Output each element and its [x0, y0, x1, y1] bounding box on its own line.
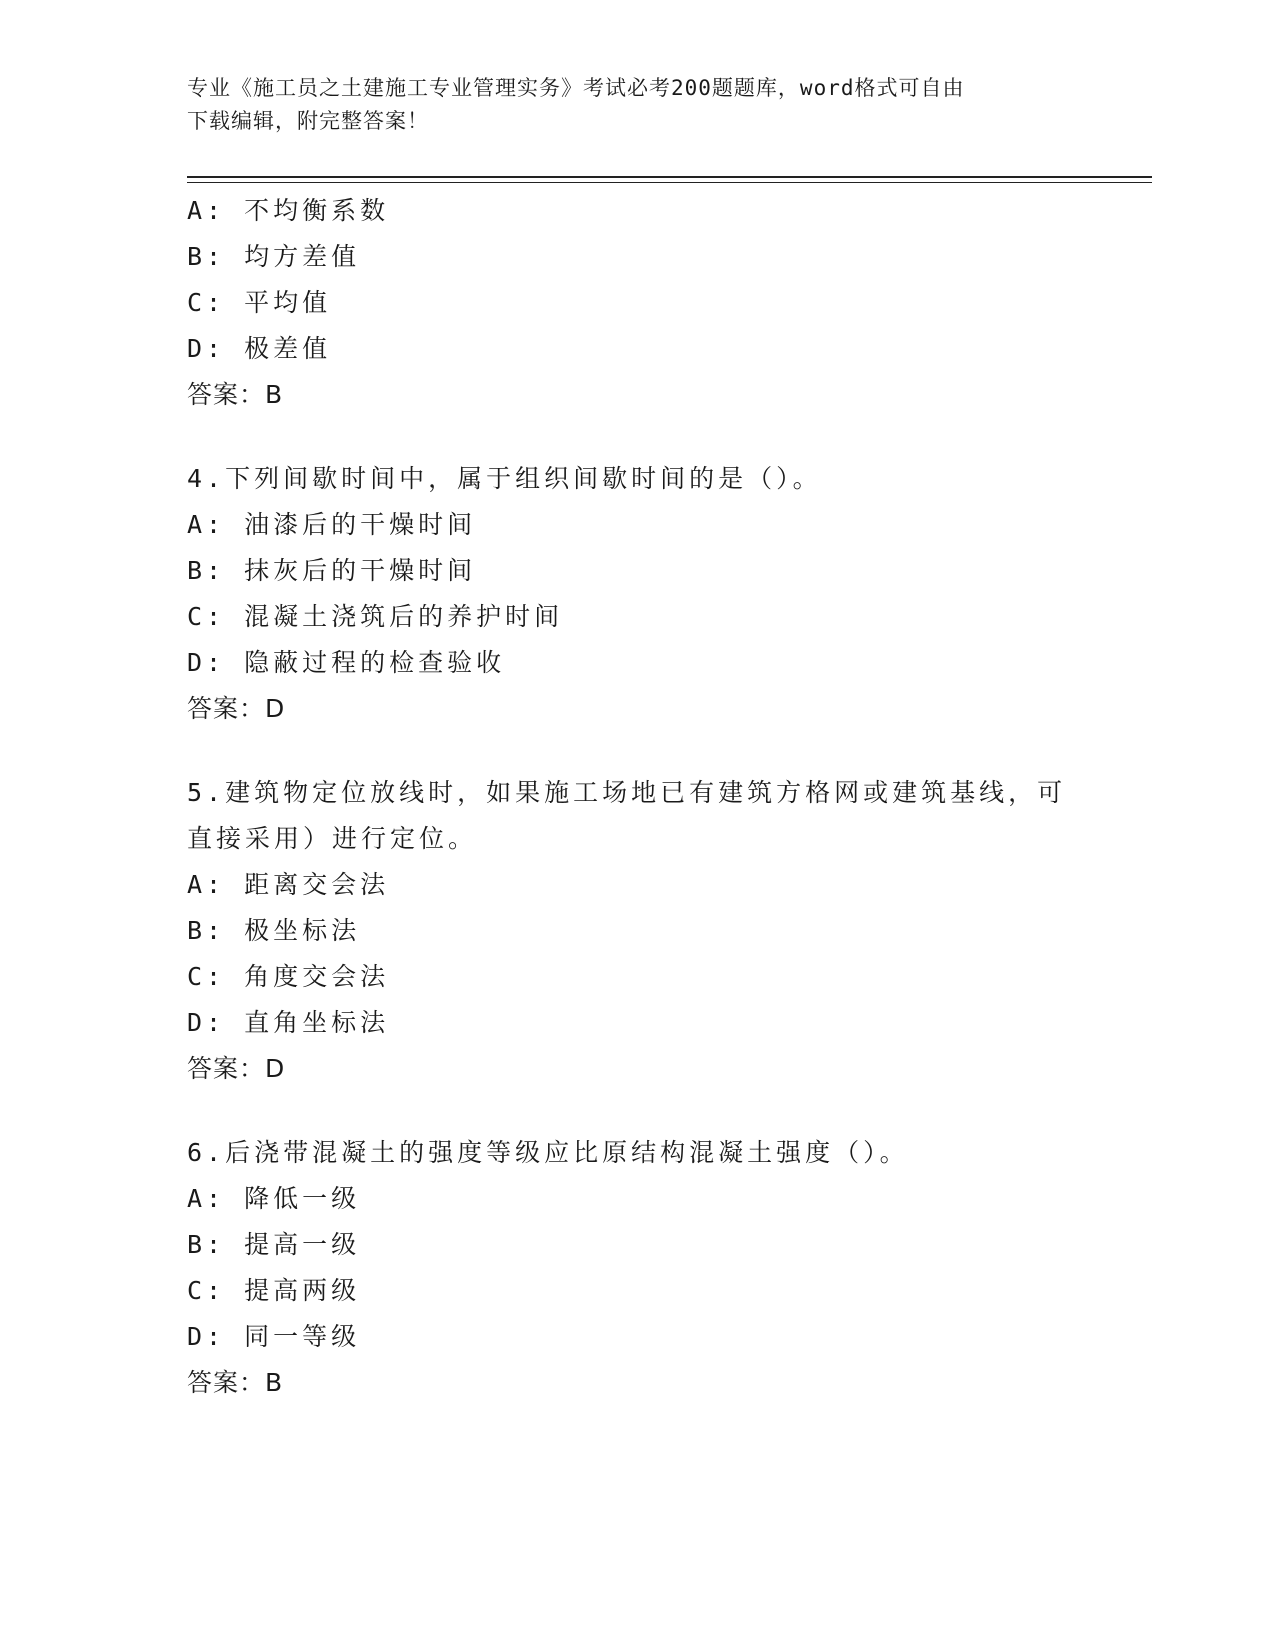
- option-b: B: 抹灰后的干燥时间: [187, 556, 477, 585]
- option-c: C: 提高两级: [187, 1276, 361, 1305]
- option-b: B: 极坐标法: [187, 916, 361, 945]
- question-stem-line-2: 直接采用）进行定位。: [187, 824, 478, 853]
- question-4: [187, 456, 1152, 732]
- document-header: [187, 72, 1067, 138]
- option-d: D: 同一等级: [187, 1322, 361, 1351]
- question-list: [187, 188, 1152, 1406]
- header-rule-thick: [187, 176, 1152, 178]
- option-c: C: 角度交会法: [187, 962, 390, 991]
- question-stem-line-1: 5.建筑物定位放线时，如果施工场地已有建筑方格网或建筑基线，可: [187, 778, 1067, 807]
- header-line-1: 专业《施工员之土建施工专业管理实务》考试必考200题题库，word格式可自由: [187, 76, 965, 100]
- option-b: B: 均方差值: [187, 242, 361, 271]
- option-c: C: 平均值: [187, 288, 332, 317]
- question-3-continued: [187, 188, 1152, 418]
- option-a: A: 距离交会法: [187, 870, 390, 899]
- option-a: A: 油漆后的干燥时间: [187, 510, 477, 539]
- question-5: [187, 770, 1152, 1092]
- answer: 答案：B: [187, 380, 284, 409]
- answer: 答案：B: [187, 1368, 284, 1397]
- question-stem: 6.后浇带混凝土的强度等级应比原结构混凝土强度（）。: [187, 1138, 909, 1167]
- question-6: [187, 1130, 1152, 1406]
- header-rule-thin: [187, 182, 1152, 183]
- option-d: D: 隐蔽过程的检查验收: [187, 648, 506, 677]
- option-d: D: 极差值: [187, 334, 332, 363]
- header-line-2: 下载编辑，附完整答案！: [187, 109, 429, 133]
- question-stem: 4.下列间歇时间中，属于组织间歇时间的是（）。: [187, 464, 822, 493]
- option-a: A: 降低一级: [187, 1184, 361, 1213]
- option-d: D: 直角坐标法: [187, 1008, 390, 1037]
- option-b: B: 提高一级: [187, 1230, 361, 1259]
- answer: 答案：D: [187, 694, 286, 723]
- option-a: A: 不均衡系数: [187, 196, 390, 225]
- answer: 答案：D: [187, 1054, 286, 1083]
- option-c: C: 混凝土浇筑后的养护时间: [187, 602, 564, 631]
